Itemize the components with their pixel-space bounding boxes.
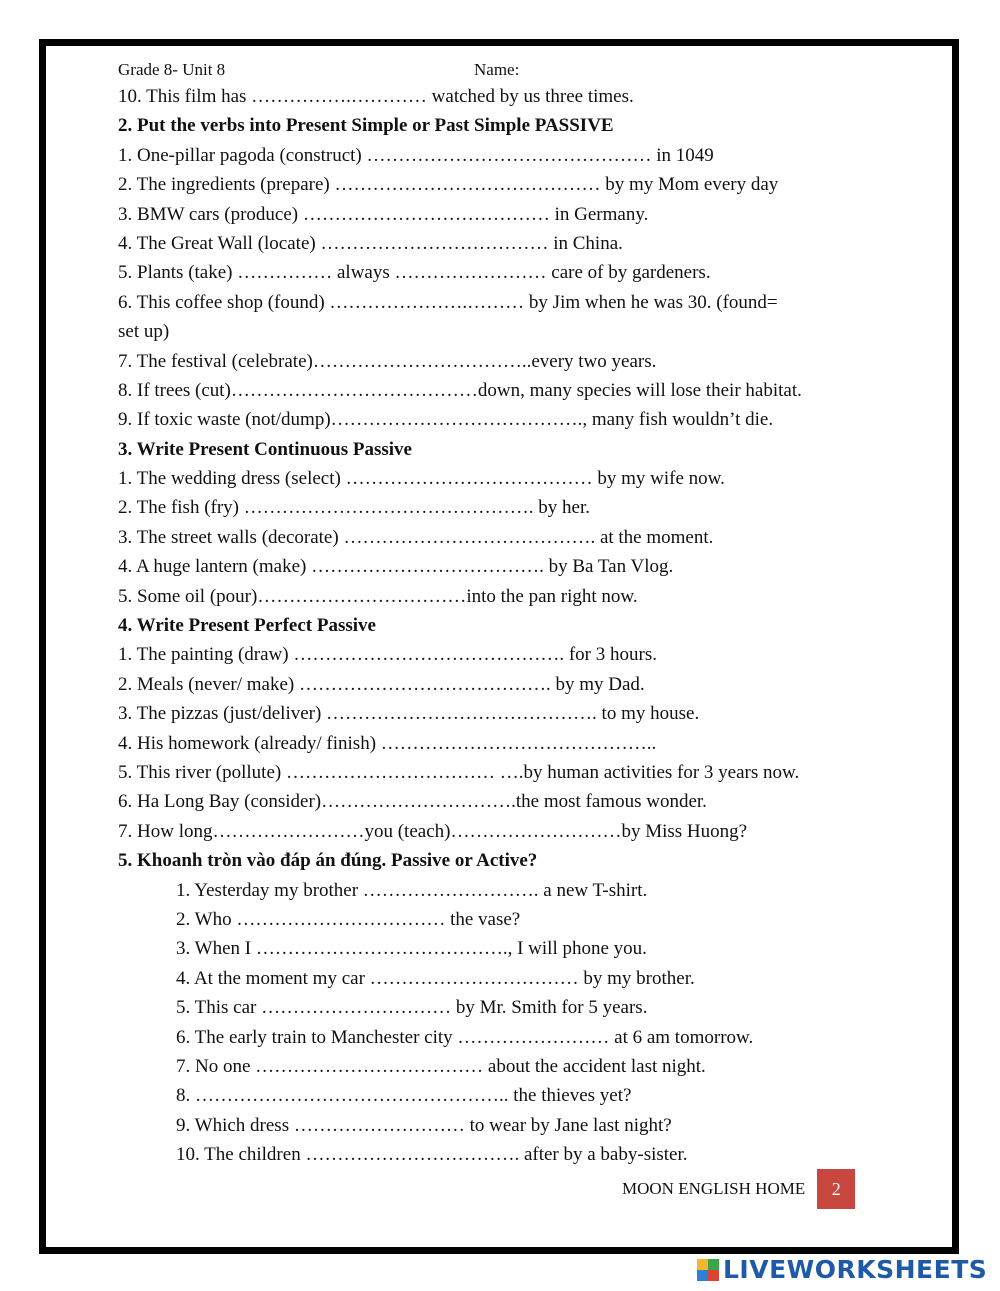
exercise-line: 10. The children ……………………………. after by a baby-sister.	[176, 1144, 688, 1166]
exercise-line: 8. ………………………………………….. the thieves yet?	[176, 1085, 632, 1107]
section-heading: 5. Khoanh tròn vào đáp án đúng. Passive or Active?	[118, 850, 538, 872]
page-footer	[622, 1169, 855, 1209]
liveworksheets-logo[interactable]	[697, 1255, 987, 1284]
section-heading: 4. Write Present Perfect Passive	[118, 615, 376, 637]
exercise-line: 7. How long……………………you (teach)………………………by Miss Huong?	[118, 820, 748, 842]
exercise-line: 5. Plants (take) …………… always …………………… care of by gardeners.	[118, 262, 711, 284]
exercise-line: 7. The festival (celebrate)……………………………..every two years.	[118, 350, 657, 372]
exercise-line: 6. Ha Long Bay (consider)………………………….the most famous wonder.	[118, 791, 707, 813]
exercise-line: 8. If trees (cut)…………………………………down, many species will lose their habitat.	[118, 379, 802, 401]
exercise-line: 1. Yesterday my brother ………………………. a new T-shirt.	[176, 879, 648, 901]
worksheet-content	[118, 58, 898, 1169]
liveworksheets-icon	[697, 1259, 719, 1281]
page-number: 2	[817, 1169, 855, 1209]
exercise-line: 9. Which dress ……………………… to wear by Jane last night?	[176, 1114, 672, 1136]
exercise-line: 2. The ingredients (prepare) …………………………………… by my Mom every day	[118, 174, 779, 196]
exercise-line: 2. Who …………………………… the vase?	[176, 908, 521, 930]
footer-brand: MOON ENGLISH HOME	[622, 1179, 806, 1198]
exercise-line: 4. The Great Wall (locate) ……………………………… in China.	[118, 232, 623, 254]
exercise-line: 1. The wedding dress (select) ………………………………… by my wife now.	[118, 468, 725, 490]
exercise-line: 6. The early train to Manchester city …………………… at 6 am tomorrow.	[176, 1026, 754, 1048]
worksheet-header	[118, 58, 898, 82]
name-label: Name:	[474, 60, 520, 79]
exercise-line: 3. The pizzas (just/deliver) ……………………………………. to my house.	[118, 703, 700, 725]
grade-unit-label: Grade 8- Unit 8	[118, 60, 226, 79]
exercise-line: 1. The painting (draw) ……………………………………. for 3 hours.	[118, 644, 657, 666]
liveworksheets-text: LIVEWORKSHEETS	[723, 1255, 988, 1284]
exercise-line: 2. Meals (never/ make) …………………………………. by my Dad.	[118, 673, 645, 695]
exercise-line: 5. Some oil (pour)……………………………into the pan right now.	[118, 585, 638, 607]
exercise-lines	[118, 82, 898, 1169]
exercise-line: 5. This river (pollute) …………………………… ….by human activities for 3 years now.	[118, 761, 800, 783]
exercise-line: 1. One-pillar pagoda (construct) ……………………………………… in 1049	[118, 144, 714, 166]
exercise-line: 3. When I …………………………………., I will phone you.	[176, 938, 647, 960]
exercise-line: 3. BMW cars (produce) ………………………………… in Germany.	[118, 203, 649, 225]
exercise-line: 6. This coffee shop (found) ………………….……… by Jim when he was 30. (found=	[118, 291, 778, 313]
section-heading: 2. Put the verbs into Present Simple or Past Simple PASSIVE	[118, 115, 614, 137]
exercise-line: set up)	[118, 321, 170, 343]
exercise-line: 4. At the moment my car …………………………… by my brother.	[176, 967, 695, 989]
exercise-line: 4. His homework (already/ finish) ……………………………………..	[118, 732, 657, 754]
section-heading: 3. Write Present Continuous Passive	[118, 438, 412, 460]
exercise-line: 3. The street walls (decorate) …………………………………. at the moment.	[118, 526, 714, 548]
exercise-line: 2. The fish (fry) ………………………………………. by her.	[118, 497, 590, 519]
exercise-line: 9. If toxic waste (not/dump)…………………………………., many fish wouldn’t die.	[118, 409, 774, 431]
exercise-line: 5. This car ………………………… by Mr. Smith for 5 years.	[176, 997, 648, 1019]
exercise-line: 10. This film has …………….………… watched by us three times.	[118, 86, 634, 107]
exercise-line: 4. A huge lantern (make) ………………………………. by Ba Tan Vlog.	[118, 556, 674, 578]
exercise-line: 7. No one ……………………………… about the accident last night.	[176, 1055, 706, 1077]
